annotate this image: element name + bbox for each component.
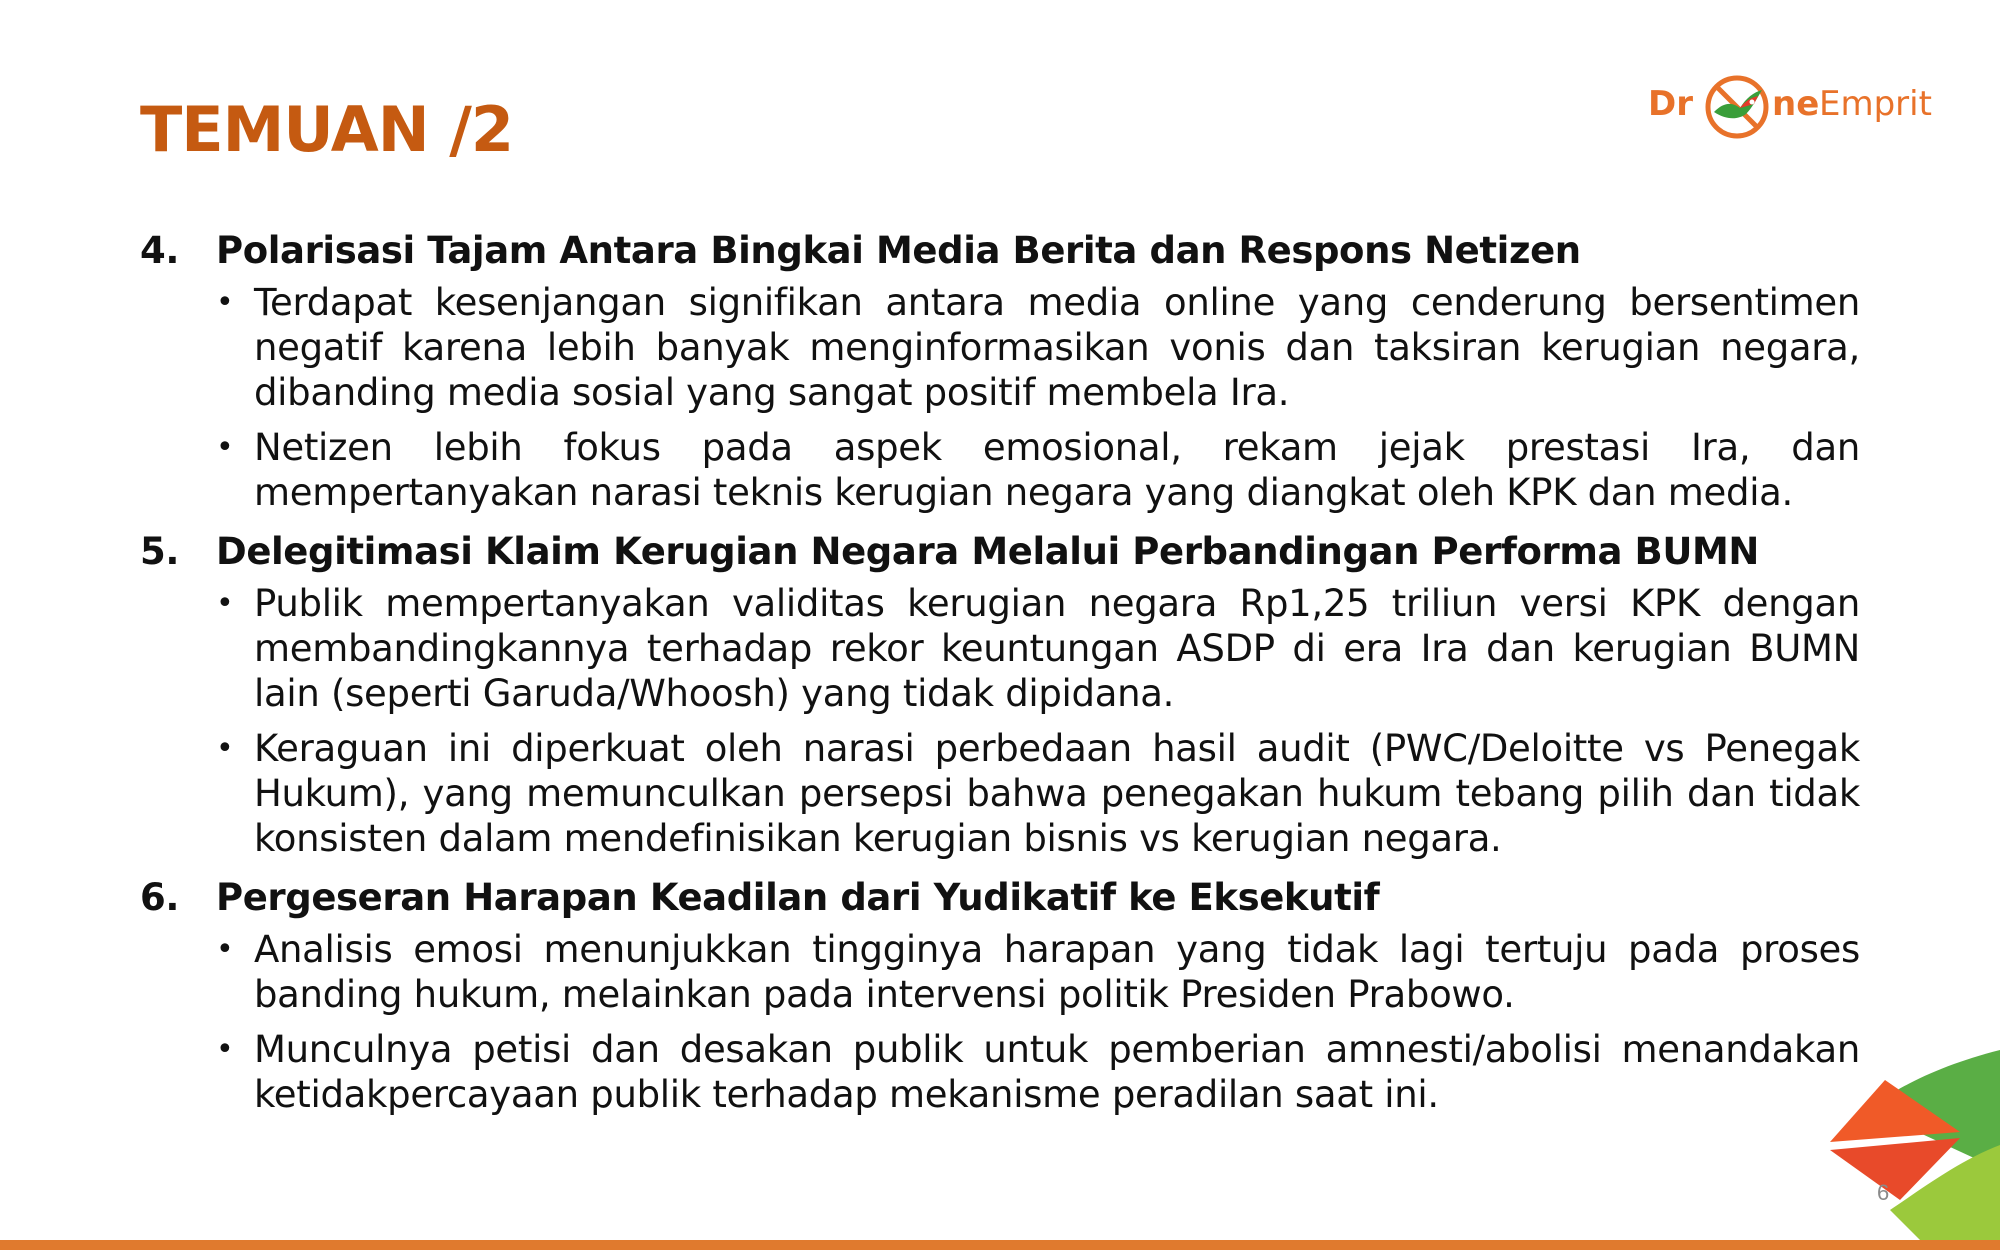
finding-bullets [216, 581, 1860, 861]
finding-title: Delegitimasi Klaim Kerugian Negara Melalui Perbandingan Performa BUMN [216, 530, 1759, 573]
bottom-bar [0, 1240, 2000, 1250]
finding-number: 5. [140, 530, 180, 573]
finding-section [140, 875, 1860, 1117]
finding-title: Pergeseran Harapan Keadilan dari Yudikatif ke Eksekutif [216, 876, 1380, 919]
finding-heading [140, 228, 1860, 274]
finding-section [140, 529, 1860, 861]
corner-decoration [1810, 1040, 2000, 1250]
finding-bullets [216, 280, 1860, 515]
bullet-dot: • [216, 430, 234, 465]
bullet-text: Analisis emosi menunjukkan tingginya harapan yang tidak lagi tertuju pada proses banding hukum, melainkan pada intervensi politik Presiden Prabowo. [254, 928, 1860, 1016]
bullet-item [216, 425, 1860, 515]
bullet-item [216, 927, 1860, 1017]
page-number: 6 [1877, 1180, 1890, 1205]
slide-title: TEMUAN /2 [140, 93, 514, 166]
bullet-dot: • [216, 1032, 234, 1067]
finding-section [140, 228, 1860, 515]
bullet-item [216, 726, 1860, 861]
bullet-text: Keraguan ini diperkuat oleh narasi perbedaan hasil audit (PWC/Deloitte vs Penegak Hukum), yang memunculkan persepsi bahwa penegakan hukum tebang pilih dan tidak konsisten dalam mendefinisikan kerugian bisnis vs kerugian negara. [254, 727, 1860, 860]
logo-text-ne: ne [1772, 84, 1820, 124]
bullet-text: Netizen lebih fokus pada aspek emosional, rekam jejak prestasi Ira, dan mempertanyakan narasi teknis kerugian negara yang diangkat oleh KPK dan media. [254, 426, 1860, 514]
bullet-text: Terdapat kesenjangan signifikan antara media online yang cenderung bersentimen negatif karena lebih banyak menginformasikan vonis dan taksiran kerugian negara, dibanding media sosial yang sangat positif membela Ira. [254, 281, 1860, 414]
bullet-text: Munculnya petisi dan desakan publik untuk pemberian amnesti/abolisi menandakan ketidakpercayaan publik terhadap mekanisme peradilan saat ini. [254, 1028, 1860, 1116]
bullet-dot: • [216, 285, 234, 320]
findings-list [140, 228, 1860, 1131]
finding-heading [140, 529, 1860, 575]
bullet-dot: • [216, 586, 234, 621]
logo-text-emprit: Emprit [1819, 84, 1932, 124]
finding-number: 4. [140, 229, 180, 272]
finding-number: 6. [140, 876, 180, 919]
finding-title: Polarisasi Tajam Antara Bingkai Media Berita dan Respons Netizen [216, 229, 1581, 272]
bullet-item [216, 1027, 1860, 1117]
bullet-item [216, 280, 1860, 415]
logo-text-dr: Dr [1648, 84, 1693, 124]
drone-emprit-logo [1648, 70, 1932, 144]
bullet-dot: • [216, 731, 234, 766]
finding-heading [140, 875, 1860, 921]
bullet-item [216, 581, 1860, 716]
bullet-text: Publik mempertanyakan validitas kerugian negara Rp1,25 triliun versi KPK dengan membandingkannya terhadap rekor keuntungan ASDP di era Ira dan kerugian BUMN lain (seperti Garuda/Whoosh) yang tidak dipidana. [254, 582, 1860, 715]
bullet-dot: • [216, 932, 234, 967]
finding-bullets [216, 927, 1860, 1117]
drone-bird-icon [1702, 72, 1772, 142]
